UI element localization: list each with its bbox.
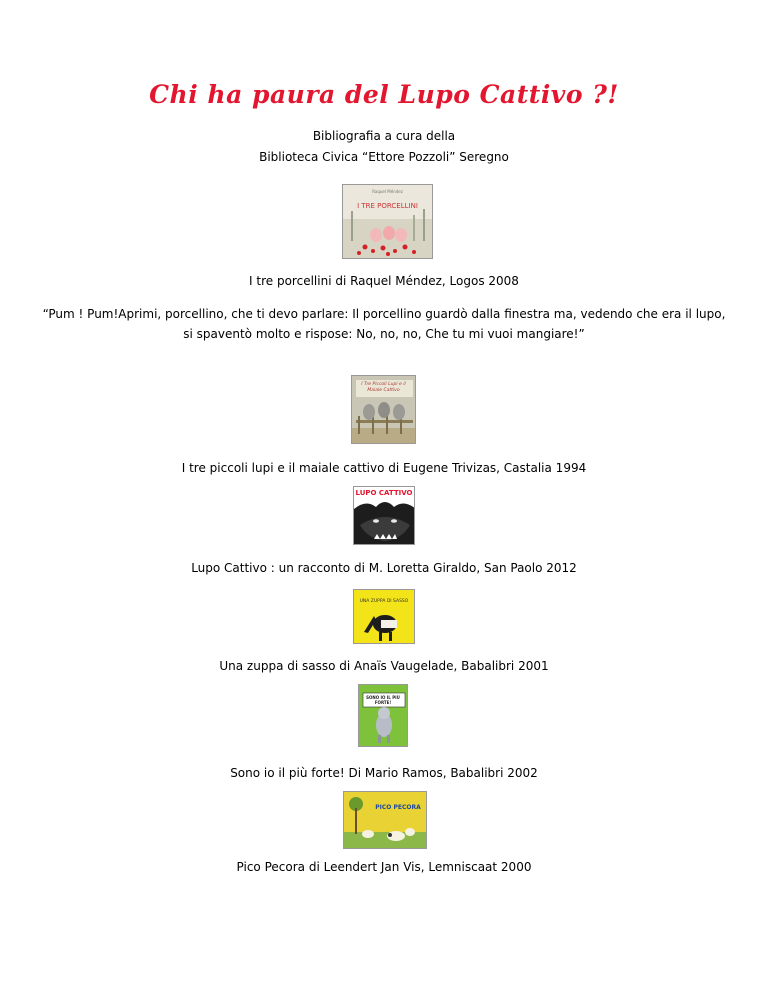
cover-i-tre-porcellini [342,184,433,259]
cover-title-text: PICO PECORA [375,804,421,811]
book-caption-1: I tre porcellini di Raquel Méndez, Logos 2008 [249,274,519,288]
cover-una-zuppa-di-sasso [353,589,415,644]
page-title: Chi ha paura del Lupo Cattivo ?! [149,80,619,109]
book-quote-1: “Pum ! Pum!Aprimi, porcellino, che ti devo parlare: Il porcellino guardò dalla finestra ma, vedendo che era il lupo, si spaventò molto e rispose: No, no, no, Che tu mi vuoi mangiare!” [42,307,726,341]
book-caption-2: I tre piccoli lupi e il maiale cattivo di Eugene Trivizas, Castalia 1994 [181,461,587,475]
subtitle-line-1: Bibliografia a cura della [312,129,456,143]
cover-illustration [343,185,433,259]
cover-lupo-cattivo [353,486,415,545]
subtitle-line-2: Biblioteca Civica “Ettore Pozzoli” Seregno [259,150,509,164]
cover-pico-pecora [343,791,427,849]
book-caption-6: Pico Pecora di Leendert Jan Vis, Lemniscaat 2000 [236,860,532,874]
cover-title-text: I TRE PORCELLINI [357,202,418,210]
cover-title-text: LUPO CATTIVO [355,489,413,497]
cover-title-text: UNA ZUPPA DI SASSO [359,599,409,604]
cover-title-text: SONO IO IL PIÙ FORTE! [366,695,400,705]
book-caption-5: Sono io il più forte! Di Mario Ramos, Babalibri 2002 [230,766,538,780]
book-caption-3: Lupo Cattivo : un racconto di M. Loretta Giraldo, San Paolo 2012 [191,561,577,575]
cover-i-tre-piccoli-lupi [351,375,416,444]
cover-title-text: I Tre Piccoli Lupi e il Maiale Cattivo [361,382,406,393]
book-caption-4: Una zuppa di sasso di Anaïs Vaugelade, Babalibri 2001 [219,659,549,673]
cover-sono-io-il-piu-forte [358,684,408,747]
cover-illustration [344,792,427,849]
cover-author-text: Raquel Méndez [372,189,403,194]
